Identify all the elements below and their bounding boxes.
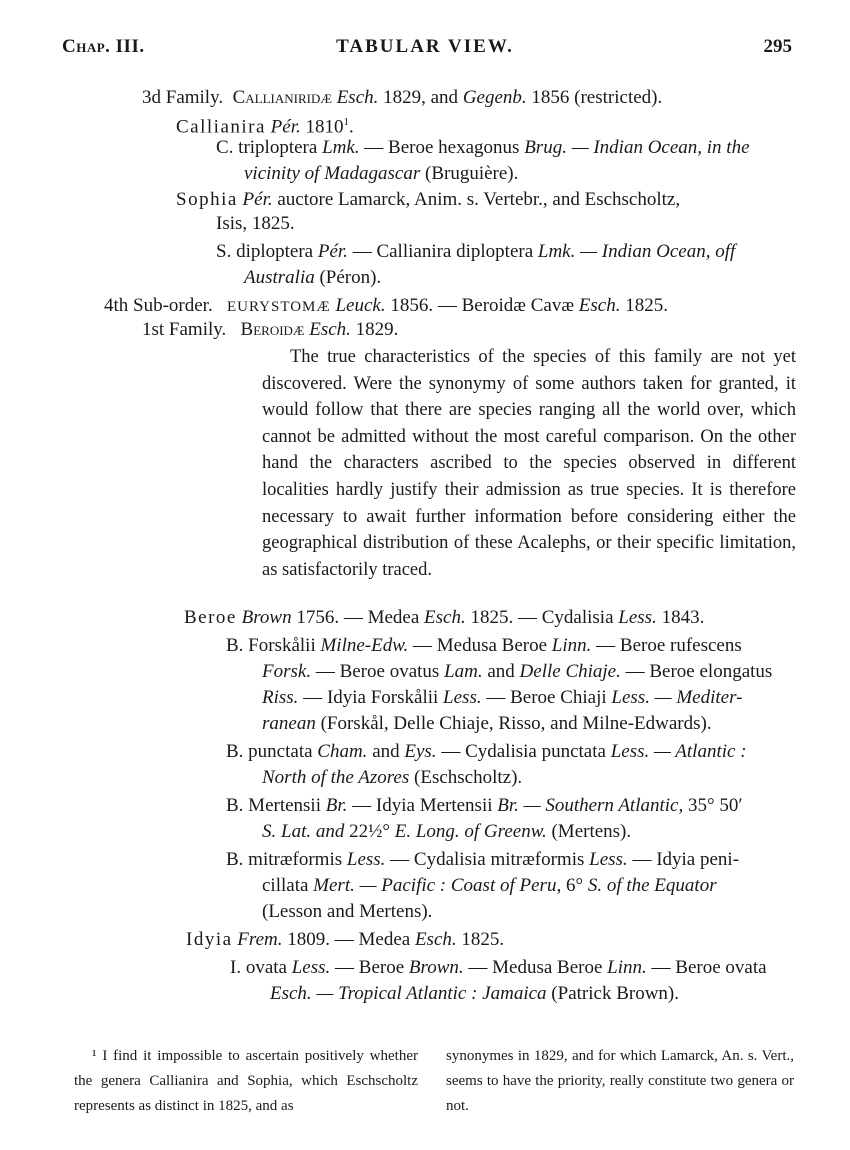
synonym-text: — Medusa Beroe [413, 635, 548, 656]
locality: E. Long. of Greenw. [394, 821, 547, 842]
authority: Less. [618, 607, 657, 628]
authority: Pér. [317, 241, 348, 262]
locality: ranean [262, 713, 316, 734]
authority: Esch. [578, 295, 621, 316]
authority: Leuck. [335, 295, 386, 316]
genus-name: Idyia [186, 929, 233, 950]
species-s-diploptera-line [216, 240, 735, 264]
taxon-name: Beroidæ [240, 319, 305, 340]
authority: Less. [589, 849, 628, 870]
authority: Mert. [313, 875, 355, 896]
text-run: auctore Lamarck, Anim. s. Vertebr., and Eschscholtz, [277, 189, 681, 210]
synonym-text: — Beroe elongatus [625, 661, 773, 682]
species-name: C. triploptera [216, 137, 318, 158]
authority: Pér. [270, 116, 301, 138]
authority: Brown. [408, 957, 464, 978]
authority: Less. [611, 687, 650, 708]
text-run: and [487, 661, 515, 682]
running-title: TABULAR VIEW. [336, 36, 514, 57]
species-b-mertensii-line [226, 794, 743, 818]
family-beroidae-line [142, 318, 398, 342]
authority: Frem. [237, 929, 283, 950]
genus-idyia-line [186, 928, 504, 952]
synonym-text: — Cydalisia mitræformis [390, 849, 585, 870]
taxon-name: EURYSTOMÆ [226, 299, 331, 315]
text-run: 1856 (restricted). [531, 87, 663, 108]
authority: Esch. [270, 983, 312, 1004]
suborder-eurystomae-line [104, 294, 668, 319]
authority: Gegenb. [462, 87, 527, 108]
authority: Cham. [317, 741, 368, 762]
text-run: (Bruguière). [425, 163, 519, 184]
synonym-text: — Beroe ovatus [315, 661, 440, 682]
locality: — Indian Ocean, off [580, 241, 736, 262]
authority: Milne-Edw. [320, 635, 409, 656]
synonym-text: — Callianira diploptera [352, 241, 534, 262]
text-run: and [372, 741, 400, 762]
locality: — Atlantic : [654, 741, 747, 762]
text-run: 1825. [625, 295, 668, 316]
authority: Delle Chiaje. [519, 661, 621, 682]
authority: Lmk. [537, 241, 576, 262]
genus-name: Sophia [176, 189, 238, 210]
synonym-text: — Cydalisia punctata [441, 741, 606, 762]
rank-label: 4th Sub-order. [104, 295, 213, 316]
species-c-triploptera-line [216, 136, 750, 160]
authority: Brug. [524, 137, 567, 158]
text-run: 1810 [305, 116, 344, 138]
footnote-right-column: synonymes in 1829, and for which Lamarck, An. s. Vert., seems to have the priority, really constitute two genera or not. [446, 1048, 794, 1114]
locality-continuation-line [244, 266, 381, 290]
authority: Lmk. [322, 137, 360, 158]
genus-name: Callianira [176, 116, 266, 138]
text-run: 1825. [461, 929, 505, 950]
authority: Esch. [336, 87, 379, 108]
synonym-text: — Idyia Mertensii [352, 795, 493, 816]
text-run: 1856. — Beroidæ Cavæ [390, 295, 575, 316]
coordinate-text: 35° 50′ [687, 795, 743, 816]
rank-label: 3d Family. [142, 87, 224, 108]
species-name: B. Forskålii [226, 635, 316, 656]
coordinate-text: 6° [565, 875, 584, 896]
text-run: 1809. — Medea [287, 929, 411, 950]
authority: Riss. [262, 687, 299, 708]
authority: Br. [325, 795, 348, 816]
locality: S. Lat. and [262, 821, 345, 842]
synonym-text: — Beroe rufescens [596, 635, 742, 656]
family-callianiridae-line [142, 86, 662, 110]
synonym-text: — Beroe hexagonus [364, 137, 520, 158]
synonym-continuation-line [262, 686, 742, 710]
authority: Brown [241, 607, 292, 628]
page-number: 295 [763, 36, 792, 57]
locality: Australia [244, 267, 315, 288]
authority: Eys. [404, 741, 437, 762]
text-run: (Eschscholtz). [414, 767, 523, 788]
synonym-text: cillata [262, 875, 309, 896]
chapter-label: Chap. III. [62, 36, 145, 57]
text-run: 1825. — Cydalisia [470, 607, 614, 628]
text-run: 1829. [355, 319, 399, 340]
authority: Forsk. [262, 661, 312, 682]
locality-continuation-line [244, 162, 518, 186]
authority: Br. [497, 795, 519, 816]
species-name: I. ovata [230, 957, 287, 978]
text-run: . [349, 116, 354, 138]
text-run: (Péron). [319, 267, 382, 288]
authority: Less. [610, 741, 650, 762]
continuation-line: (Lesson and Mertens). [262, 901, 433, 922]
genus-callianira-line [176, 110, 354, 139]
authority: Esch. [414, 929, 457, 950]
synonym-text: — Beroe Chiaji [486, 687, 607, 708]
authority: Esch. [424, 607, 466, 628]
locality-continuation-line [262, 712, 712, 736]
locality: — Pacific : Coast of Peru, [359, 875, 562, 896]
locality: — Indian Ocean, in the [571, 137, 750, 158]
species-b-punctata-line [226, 740, 747, 764]
genus-name: Beroe [184, 607, 237, 628]
synonym-text: — Beroe ovata [651, 957, 767, 978]
locality: — Mediter- [654, 687, 743, 708]
coordinate-text: 22½° [349, 821, 390, 842]
authority: Less. [443, 687, 482, 708]
species-i-ovata-line [230, 956, 767, 980]
footnote-marker: 1 [343, 116, 349, 128]
authority: Linn. [607, 957, 647, 978]
text-run: (Mertens). [551, 821, 632, 842]
synonym-text: — Medusa Beroe [468, 957, 603, 978]
authority: Linn. [551, 635, 592, 656]
locality-continuation-line [262, 766, 522, 790]
locality: S. of the Equator [587, 875, 717, 896]
continuation-line: Isis, 1825. [216, 213, 295, 234]
authority: Pér. [242, 189, 273, 210]
genus-sophia-line [176, 188, 680, 212]
footnote-left-column: ¹ I find it impossible to ascertain positively whether the genera Callianira and Sophia, which Eschscholtz represents as distinct in 1825, and as [74, 1048, 418, 1114]
authority: Esch. [309, 319, 351, 340]
species-name: B. Mertensii [226, 795, 321, 816]
authority: Less. [346, 849, 386, 870]
text-run: (Patrick Brown). [551, 983, 679, 1004]
synonym-text: — Idyia Forskålii [303, 687, 439, 708]
taxon-name: Callianiridæ [232, 87, 332, 108]
locality: — Tropical Atlantic : Jamaica [316, 983, 547, 1004]
locality: vicinity of Madagascar [244, 163, 421, 184]
synonym-text: — Idyia peni- [632, 849, 740, 870]
text-run: 1843. [661, 607, 705, 628]
species-name: B. mitræformis [226, 849, 343, 870]
text-run: 1829, and [383, 87, 459, 108]
species-name: S. diploptera [216, 241, 314, 262]
locality: North of the Azores [262, 767, 410, 788]
species-b-forskalii-line [226, 634, 742, 658]
authority: Lam. [444, 661, 483, 682]
rank-label: 1st Family. [142, 319, 227, 340]
authority: Less. [291, 957, 331, 978]
synonym-continuation-line [262, 874, 717, 898]
locality-continuation-line [270, 982, 679, 1006]
locality-continuation-line [262, 820, 631, 844]
synonym-text: — Beroe [335, 957, 405, 978]
species-b-mitraeformis-line [226, 848, 739, 872]
synonym-continuation-line [262, 660, 772, 684]
genus-beroe-line [184, 606, 704, 630]
text-run: (Forskål, Delle Chiaje, Risso, and Milne-Edwards). [320, 713, 712, 734]
family-description-paragraph: The true characteristics of the species of this family are not yet discovered. Were the synonymy of some authors taken for granted, it would follow that there are species ranging all the world over, which cannot be admitted without the most careful comparison. On the other hand the characters ascribed to the species observed in different localities hardly justify their admission as true species. It is therefore necessary to await further information before considering either the geographical distribution of these Acalephs, or their specific limitation, as satisfactorily traced. [262, 347, 796, 580]
locality: — Southern Atlantic, [523, 795, 684, 816]
species-name: B. punctata [226, 741, 313, 762]
text-run: 1756. — Medea [296, 607, 420, 628]
